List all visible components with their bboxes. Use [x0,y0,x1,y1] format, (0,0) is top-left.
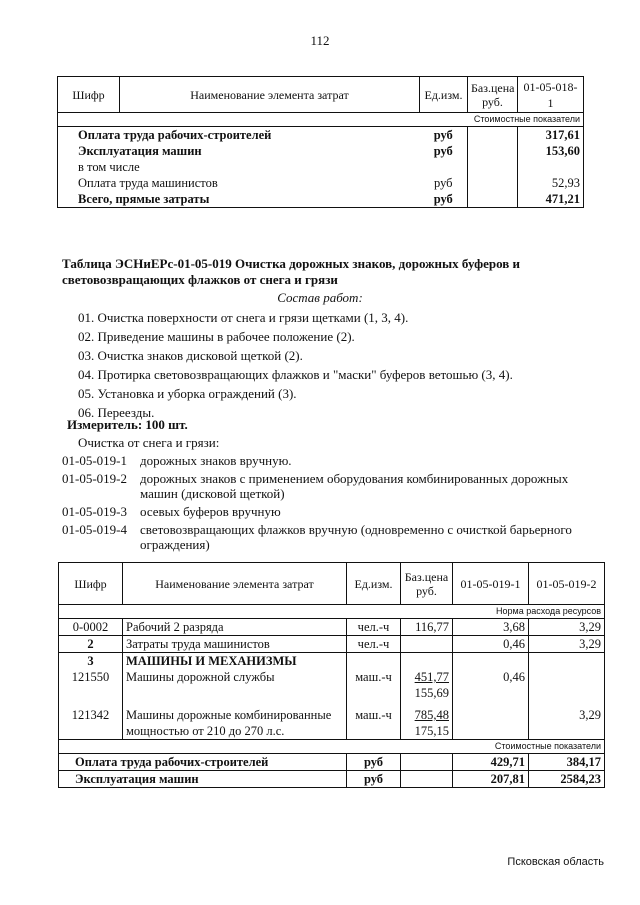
norm-description: дорожных знаков с применением оборудования комбинированных дорожных машин (дисковой щеткой) [140,471,569,501]
row-value-2: 3,29 [529,707,605,740]
cost-table-1 [57,76,584,208]
header-norm-code-1: 01-05-019-1 [453,563,529,605]
price-base: 175,15 [414,724,449,738]
table-row [59,754,605,771]
operations-list [78,308,513,422]
row-name: Машины дорожные комбинированные мощностью от 210 до 270 л.с. [123,707,347,740]
row-value-1: 429,71 [453,754,529,771]
row-value-1: 3,68 [453,619,529,636]
row-name: Эксплуатация машин [58,143,420,159]
table-row [59,707,605,740]
row-unit: руб [420,191,468,208]
table-row [59,653,605,670]
norm-code: 01-05-019-1 [62,453,127,468]
row-name: Оплата труда машинистов [58,175,420,191]
row-name: Машины дорожной службы [123,669,347,701]
row-value: 153,60 [518,143,584,159]
row-unit: руб [433,128,453,142]
row-value-2: 2584,23 [529,771,605,788]
row-value-1: 0,46 [453,669,529,701]
list-item: 04. Протирка световозвращающих флажков и "маски" буферов ветошью (3, 4). [78,367,513,382]
header-name: Наименование элемента затрат [123,563,347,605]
header-unit: Ед.изм. [347,563,401,605]
table-row [59,669,605,701]
list-item [62,504,602,519]
footer-region: Псковская область [507,856,604,868]
norm-description: осевых буферов вручную [140,504,281,519]
caption-line-1: Таблица ЭСНиЕРс-01-05-019 Очистка дорожных знаков, дорожных буферов и [62,256,521,271]
caption-line-2: световозвращающих флажков от снега и грязи [62,272,338,287]
subheader-cost: Стоимостные показатели [58,113,584,127]
price-current: 451,77 [414,670,449,684]
meter-label: Измеритель: 100 шт. [67,417,188,432]
list-item: 06. Переезды. [78,405,155,420]
section-title: МАШИНЫ И МЕХАНИЗМЫ [123,653,347,670]
row-name: Рабочий 2 разряда [123,619,347,636]
header-unit: Ед.изм. [420,77,468,113]
row-unit: чел.-ч [347,636,401,653]
row-code: 0-0002 [59,619,123,636]
header-base-price: Баз.цена руб. [401,563,453,605]
row-value-1: 207,81 [453,771,529,788]
norm-code: 01-05-019-2 [62,471,127,486]
row-unit: руб [433,176,453,190]
row-value-2: 384,17 [529,754,605,771]
row-price: 116,77 [401,619,453,636]
table-row [58,159,584,175]
subheader-cost: Стоимостные показатели [59,740,605,754]
page-number: 112 [310,33,330,48]
row-name: Оплата труда рабочих-строителей [59,754,347,771]
header-code: Шифр [58,77,120,113]
row-name: в том числе [58,159,420,175]
row-value: 52,93 [518,175,584,191]
composition-title: Состав работ: [277,290,363,305]
table-row [59,636,605,653]
list-item: 01. Очистка поверхности от снега и грязи щетками (1, 3, 4). [78,310,409,325]
row-value-1: 0,46 [453,636,529,653]
row-value: 317,61 [518,127,584,144]
header-base-price: Баз.цена руб. [468,77,518,113]
table-row [58,191,584,208]
row-value: 471,21 [518,191,584,208]
list-item [62,453,602,468]
price-current: 785,48 [414,708,449,722]
table-row [58,175,584,191]
table-row [59,619,605,636]
row-unit: чел.-ч [347,619,401,636]
table-row [58,127,584,144]
resource-table-2 [58,562,605,788]
list-item [62,522,602,552]
header-norm-code: 01-05-018-1 [518,77,584,113]
norm-description: дорожных знаков вручную. [140,453,292,468]
list-item [62,471,602,501]
subheader-norms: Норма расхода ресурсов [59,605,605,619]
header-name: Наименование элемента затрат [120,77,420,113]
norm-code: 01-05-019-4 [62,522,127,537]
row-name: Оплата труда рабочих-строителей [58,127,420,144]
row-value-2: 3,29 [529,619,605,636]
row-code: 121342 [59,707,123,740]
row-name: Затраты труда машинистов [123,636,347,653]
row-unit: руб [433,144,453,158]
row-unit: маш.-ч [347,669,401,701]
row-value-2: 3,29 [529,636,605,653]
table-caption [62,256,582,288]
row-code: 2 [59,636,123,653]
table-row [58,143,584,159]
table-row [59,771,605,788]
cleaning-label: Очистка от снега и грязи: [78,435,220,450]
row-unit: руб [347,754,401,771]
price-base: 155,69 [414,686,449,700]
row-name: Эксплуатация машин [59,771,347,788]
code-list [62,453,602,555]
header-norm-code-2: 01-05-019-2 [529,563,605,605]
row-unit: маш.-ч [347,707,401,740]
row-code: 121550 [59,669,123,701]
row-name: Всего, прямые затраты [58,191,420,208]
row-code: 3 [59,653,123,670]
norm-description: световозвращающих флажков вручную (одновременно с очисткой барьерного ограждения) [140,522,572,552]
header-code: Шифр [59,563,123,605]
list-item: 02. Приведение машины в рабочее положение (2). [78,329,355,344]
list-item: 03. Очистка знаков дисковой щеткой (2). [78,348,303,363]
list-item: 05. Установка и уборка ограждений (3). [78,386,297,401]
row-unit: руб [347,771,401,788]
norm-code: 01-05-019-3 [62,504,127,519]
